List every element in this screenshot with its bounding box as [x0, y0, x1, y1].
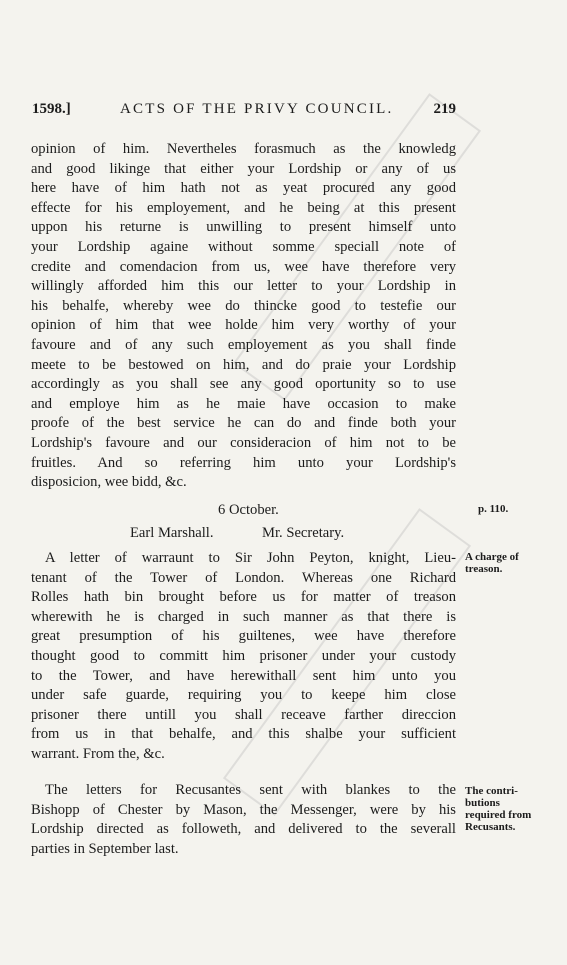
text-line: from us in that behalfe, and this shalbe your sufficient: [31, 726, 456, 743]
entry-date: 6 October.: [218, 502, 279, 518]
margin-note-line: butions: [465, 797, 500, 809]
margin-note-line: treason.: [465, 563, 503, 575]
margin-note: [465, 785, 560, 833]
text-line: to the Tower, and have herewithall sent him unto you: [31, 667, 456, 684]
text-line: disposicion, wee bidd, &c.: [31, 474, 187, 491]
text-line: proofe of the best service he can do and finde both your: [31, 415, 456, 432]
attendee: Earl Marshall.: [130, 525, 214, 541]
text-line: Lordship directed as followeth, and delivered to the severall: [31, 821, 456, 838]
text-line: and good likinge that either your Lordship or any of us: [31, 160, 456, 177]
text-line: favoure and of any such employement as you shall finde: [31, 336, 456, 353]
text-line: meete to be bestowed on him, and do praie your Lordship: [31, 356, 456, 373]
text-line: accordingly as you shall see any good oportunity so to use: [31, 376, 456, 393]
attendee: Mr. Secretary.: [262, 525, 345, 541]
running-header: [32, 101, 456, 123]
paragraph-continued: [31, 140, 456, 493]
page-number: 219: [433, 101, 456, 117]
margin-note: [465, 551, 560, 575]
text-line: Rolles hath bin brought before us for matter of treason: [31, 589, 456, 606]
text-line: under safe guarde, requiring you to keepe him close: [31, 687, 456, 704]
text-line: parties in September last.: [31, 840, 179, 857]
text-line: The letters for Recusantes sent with blankes to the: [45, 782, 456, 798]
text-line: warrant. From the, &c.: [31, 745, 165, 762]
text-line: willingly afforded him this our letter to your Lordship in: [31, 278, 456, 295]
paragraph-recusants: [31, 781, 456, 859]
margin-note-line: required from: [465, 809, 532, 821]
margin-note-line: Recusants.: [465, 821, 516, 833]
margin-note-line: The contri-: [465, 785, 518, 797]
text-line: his behalfe, whereby wee do thincke good to testefie our: [31, 297, 456, 314]
text-line: Lordship's favoure and our consideracion of him not to be: [31, 434, 456, 451]
text-line: fruitles. And so referring him unto your Lordship's: [31, 454, 456, 471]
text-line: Bishopp of Chester by Mason, the Messenger, were by his: [31, 801, 456, 818]
text-line: A letter of warraunt to Sir John Peyton, knight, Lieu-: [45, 550, 456, 566]
text-line: opinion of him. Nevertheles forasmuch as the knowledg: [31, 141, 456, 157]
text-line: credite and comendacion from us, wee have therefore very: [31, 258, 456, 275]
text-line: uppon his returne is unwilling to present himself unto: [31, 219, 456, 236]
text-line: and employe him as he maie have occasion to make: [31, 395, 456, 412]
text-line: here have of him hath not as yeat procured any good: [31, 180, 456, 197]
text-line: wherewith he is charged in such manner as that there is: [31, 608, 456, 625]
text-line: prisoner there untill you shall receave farther direccion: [31, 706, 456, 723]
text-line: great presumption of his guiltenes, wee have therefore: [31, 628, 456, 645]
text-line: effecte for his employement, and he being at this present: [31, 199, 456, 216]
text-line: thought good to committ him prisoner under your custody: [31, 647, 456, 664]
text-line: your Lordship againe without somme speciall note of: [31, 238, 456, 255]
header-year: 1598.]: [32, 101, 71, 117]
header-title: ACTS OF THE PRIVY COUNCIL.: [120, 101, 394, 117]
paragraph-warrant: [31, 549, 456, 765]
page-reference: p. 110.: [478, 503, 509, 515]
text-line: tenant of the Tower of London. Whereas one Richard: [31, 569, 456, 586]
text-line: opinion of him that wee holde him very worthy of your: [31, 317, 456, 334]
margin-note-line: A charge of: [465, 551, 519, 563]
